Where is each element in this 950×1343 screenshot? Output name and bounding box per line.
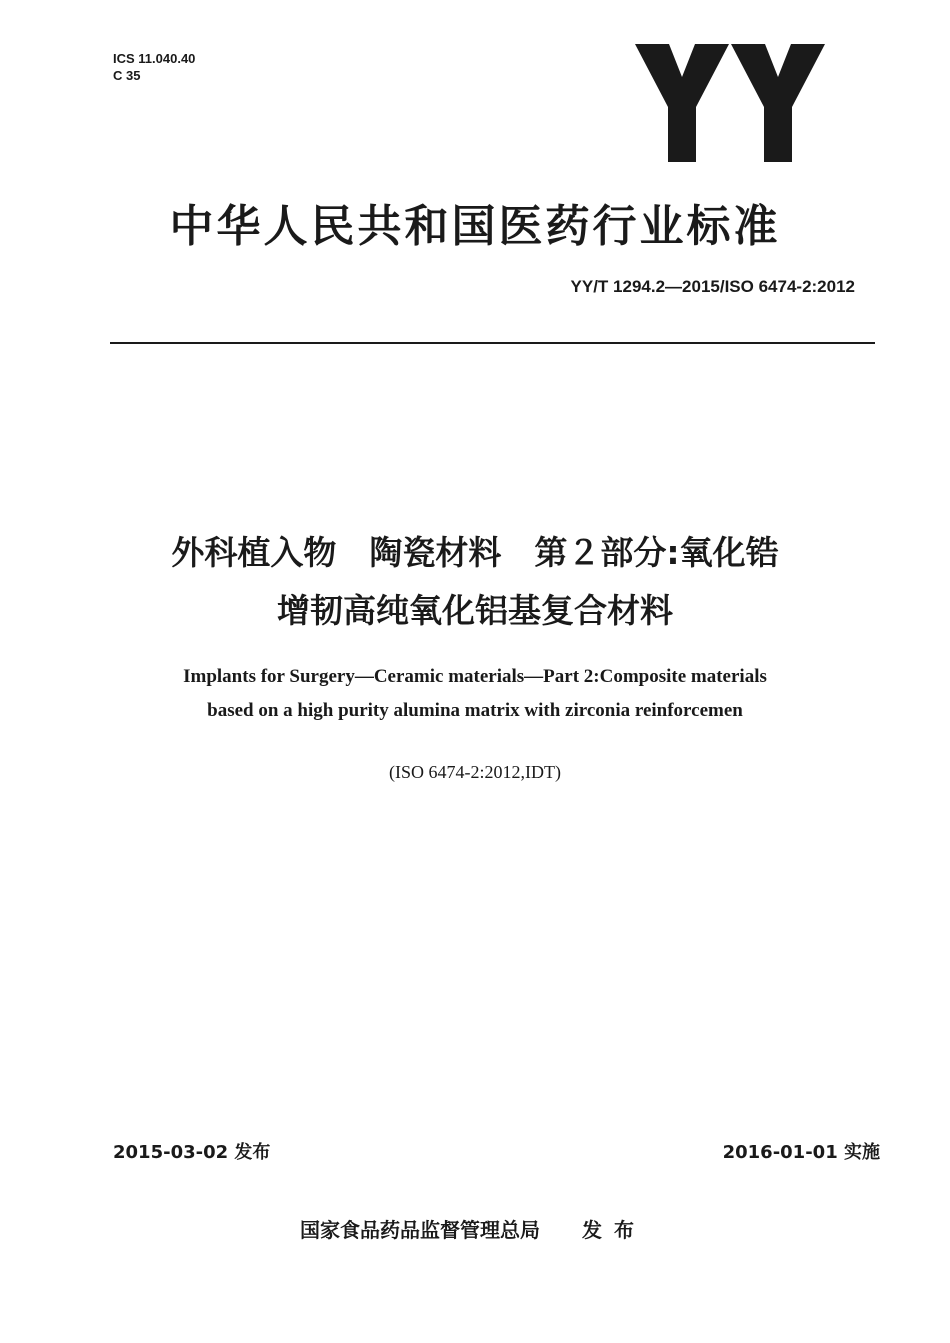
iso-reference: (ISO 6474-2:2012,IDT) (389, 762, 561, 782)
issue-label: 发布 (582, 1218, 646, 1242)
yy-logo (635, 44, 825, 162)
issuing-authority-line (300, 1214, 646, 1243)
english-title-line-1: Implants for Surgery—Ceramic materials—Part 2:Composite materials (183, 666, 767, 687)
issuing-authority: 国家食品药品监督管理总局 (300, 1218, 540, 1242)
implementation-date: 2016-01-01 实施 (722, 1142, 880, 1163)
chinese-title-line-2: 增韧高纯氧化铝基复合材料 (277, 591, 673, 630)
issue-date: 2015-03-02 发布 (113, 1142, 271, 1163)
standard-number: YY/T 1294.2—2015/ISO 6474-2:2012 (570, 277, 855, 296)
header-divider (110, 342, 875, 344)
ics-code: ICS 11.040.40 (113, 51, 196, 66)
chinese-title-line-1: 外科植入物 陶瓷材料 第２部分:氧化锆 (171, 533, 779, 572)
ccs-code: C 35 (113, 68, 141, 83)
organization-title: 中华人民共和国医药行业标准 (169, 201, 781, 252)
classification-codes (113, 50, 195, 84)
english-title-line-2: based on a high purity alumina matrix with zirconia reinforcemen (207, 700, 743, 721)
